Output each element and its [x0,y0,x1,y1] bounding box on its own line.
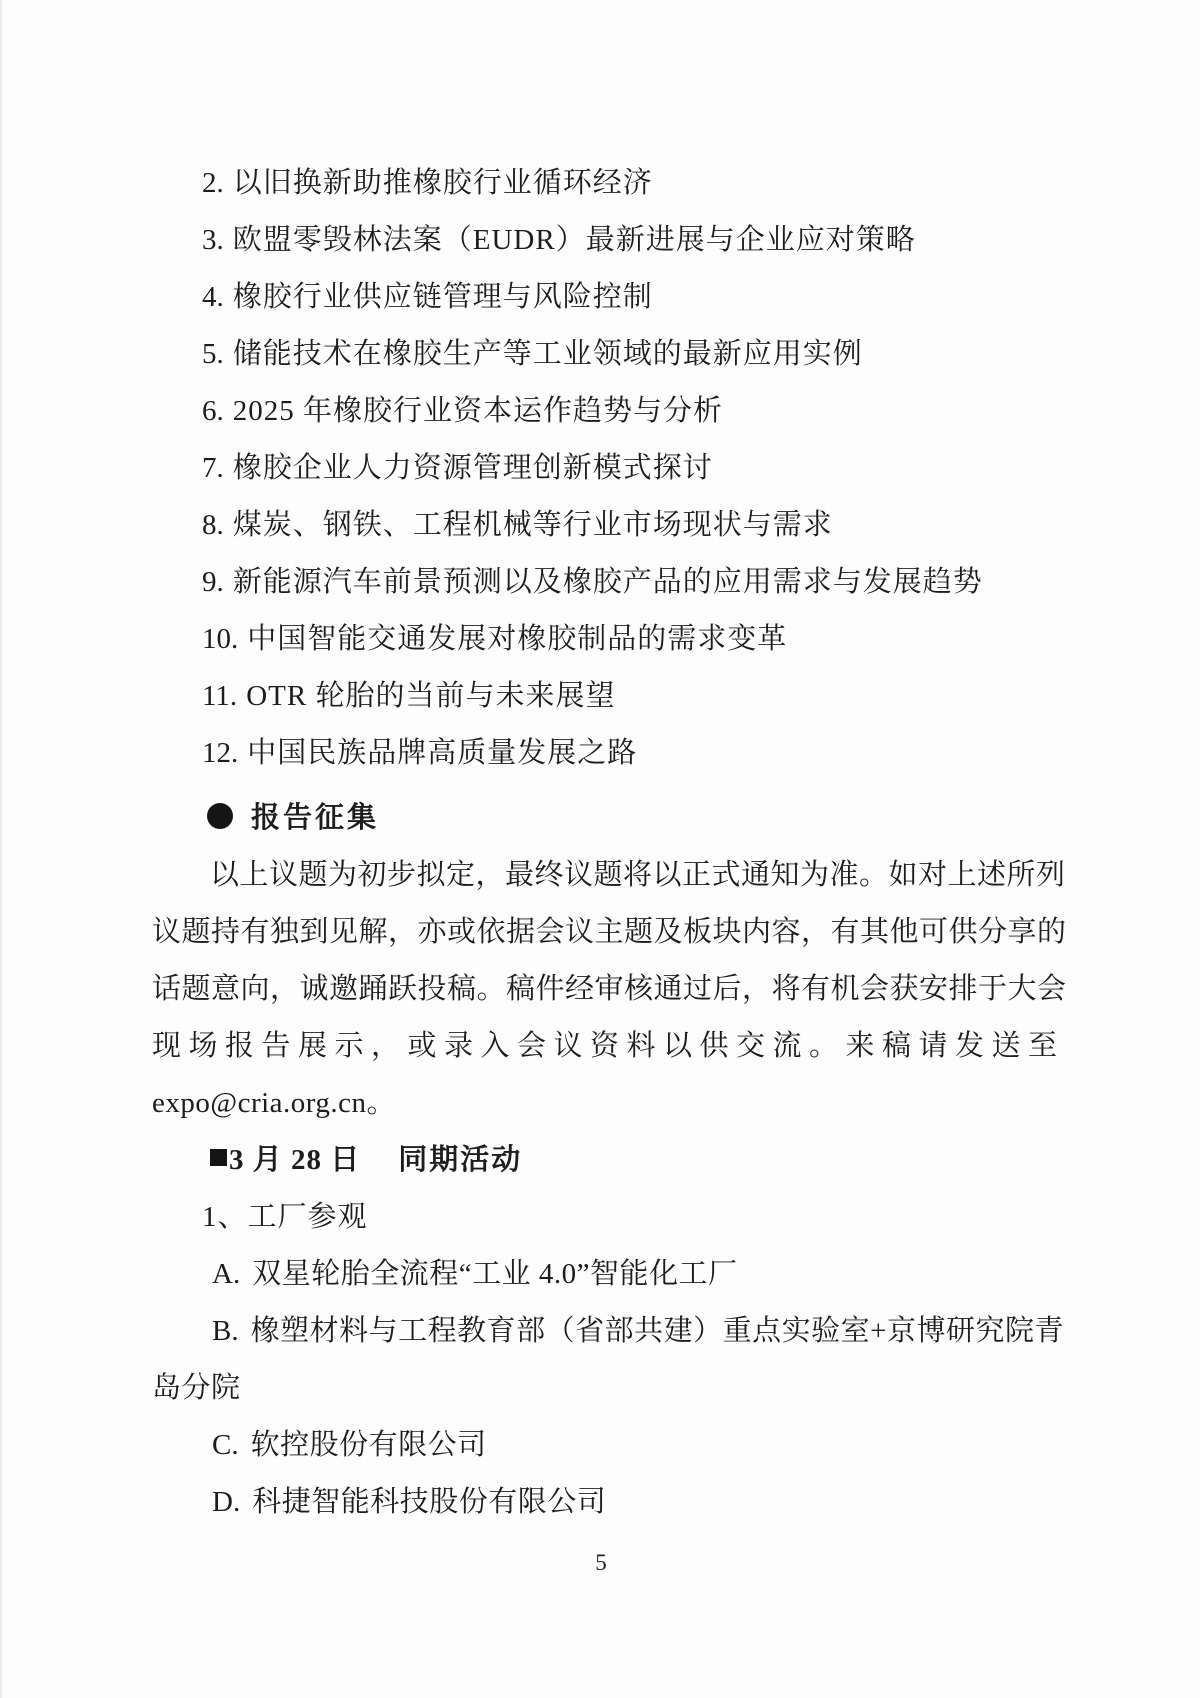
topic-item [202,554,1065,611]
topic-item [202,497,1065,554]
topics-list [152,155,1065,782]
topic-number: 4. [202,281,224,313]
activities-heading [152,1132,1065,1189]
report-collection-heading [152,790,1065,847]
activity-item [212,1246,1065,1303]
activity-item-continuation: 岛分院 [152,1372,241,1404]
activity-text: 软控股份有限公司 [250,1429,487,1461]
topic-item [202,212,1065,269]
topic-number: 6. [202,395,224,427]
paragraph-line: 话题意向，诚邀踊跃投稿。稿件经审核通过后，将有机会获安排于大会 [152,973,1067,1005]
paragraph-line: 以上议题为初步拟定，最终议题将以正式通知为准。如对上述所列 [210,859,1066,891]
topic-number: 3. [202,224,224,256]
paragraph-line: 议题持有独到见解，亦或依据会议主题及板块内容，有其他可供分享的 [152,916,1067,948]
topic-text: 中国民族品牌高质量发展之路 [247,737,638,769]
topic-text: 储能技术在橡胶生产等工业领域的最新应用实例 [232,338,863,370]
activity-letter: B. [212,1315,239,1347]
paragraph-line: 现场报告展示，或录入会议资料以供交流。来稿请发送至 [152,1030,1065,1062]
topic-number: 10. [202,623,239,655]
topic-text: 以旧换新助推橡胶行业循环经济 [232,167,653,199]
activity-letter: D. [212,1486,241,1518]
activity-item [212,1474,1065,1531]
activity-letter: C. [212,1429,239,1461]
topic-number: 2. [202,167,224,199]
topic-number: 8. [202,509,224,541]
topic-text: 2025 年橡胶行业资本运作趋势与分析 [232,395,724,427]
topic-text: OTR 轮胎的当前与未来展望 [246,680,616,712]
topic-text: 新能源汽车前景预测以及橡胶产品的应用需求与发展趋势 [232,566,983,598]
topic-number: 5. [202,338,224,370]
topic-item [202,269,1065,326]
topic-item [202,440,1065,497]
topic-number: 11. [202,680,238,712]
topic-number: 7. [202,452,224,484]
activity-text: 双星轮胎全流程“工业 4.0”智能化工厂 [252,1258,738,1290]
topic-item [202,326,1065,383]
activity-item [212,1417,1065,1474]
topic-text: 煤炭、钢铁、工程机械等行业市场现状与需求 [232,509,833,541]
factory-tour-subheading: 1、工厂参观 [202,1201,368,1233]
topic-text: 橡胶行业供应链管理与风险控制 [232,281,653,313]
topic-item [202,668,1065,725]
activity-letter: A. [212,1258,241,1290]
page-number: 5 [595,1550,607,1575]
page-content [152,155,1065,1531]
activity-text: 橡塑材料与工程教育部（省部共建）重点实验室+京博研究院青 [250,1315,1064,1347]
topic-number: 9. [202,566,224,598]
filled-square-bullet-icon [210,1149,227,1166]
topic-text: 欧盟零毁林法案（EUDR）最新进展与企业应对策略 [232,224,916,256]
topic-item [202,155,1065,212]
submission-paragraph [152,847,1065,1132]
activities-date: 3 月 28 日 [229,1144,361,1176]
topic-item [202,383,1065,440]
report-collection-heading-label: 报告征集 [251,802,380,834]
filled-circle-bullet-icon [207,803,233,829]
topic-item [202,725,1065,782]
topic-text: 橡胶企业人力资源管理创新模式探讨 [232,452,713,484]
topic-text: 中国智能交通发展对橡胶制品的需求变革 [247,623,788,655]
activities-title: 同期活动 [398,1144,523,1176]
topic-number: 12. [202,737,239,769]
activity-text: 科捷智能科技股份有限公司 [252,1486,607,1518]
activity-item [212,1303,1065,1360]
email-line: expo@cria.org.cn。 [152,1087,397,1119]
topic-item [202,611,1065,668]
